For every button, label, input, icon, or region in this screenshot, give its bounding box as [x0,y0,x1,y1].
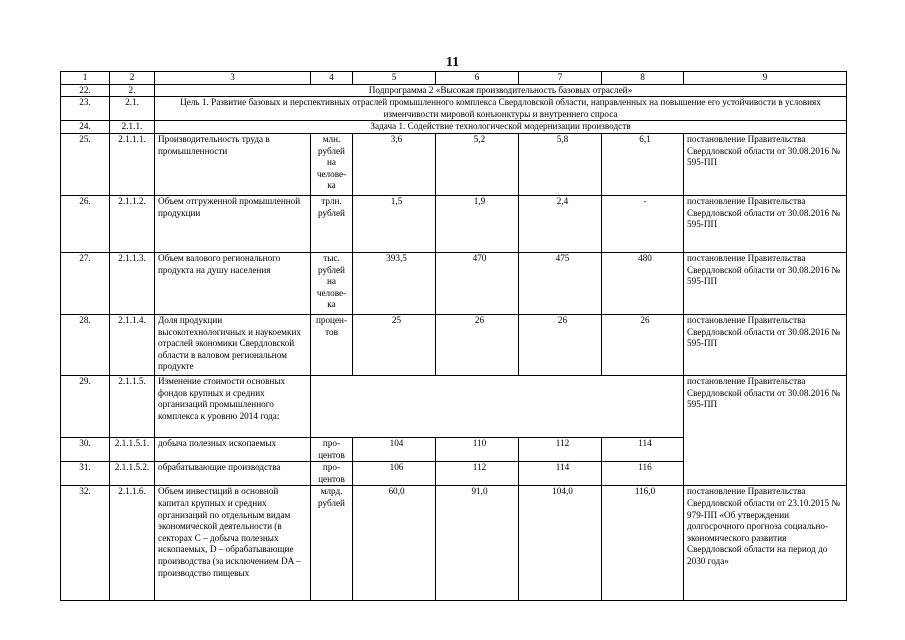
row-number: 24. [61,121,110,134]
source-document: постановление Правительства Свердловской области от 30.08.2016 № 595-ПП [684,195,847,252]
row-number: 23. [61,97,110,121]
table-row [61,314,847,375]
value-col6: 26 [436,314,519,375]
value-col7: 112 [519,437,602,461]
row-code: 2.1. [110,97,155,121]
value-col5: 104 [353,437,436,461]
value-col7: 475 [519,252,602,314]
table-row [61,375,847,437]
row-code: 2.1.1.5.2. [110,462,155,486]
row-number: 22. [61,84,110,97]
row-code: 2.1.1.2. [110,195,155,252]
value-col8: 116 [602,462,684,486]
row-number: 28. [61,314,110,375]
subprogram-title: Подпрограмма 2 «Высокая производительность базовых отраслей» [155,84,847,97]
source-document: постановление Правительства Свердловской области от 30.08.2016 № 595-ПП [684,133,847,195]
row-code: 2.1.1.5.1. [110,437,155,461]
value-col8: 26 [602,314,684,375]
indicator-name: Производительность труда в промышленности [155,133,311,195]
subprogram-row [61,84,847,97]
row-code: 2.1.1.3. [110,252,155,314]
value-col7: 104,0 [519,486,602,601]
row-number: 25. [61,133,110,195]
value-col7: 5,8 [519,133,602,195]
row-code: 2.1.1.5. [110,375,155,437]
indicator-name: Объем валового регионального продукта на душу населения [155,252,311,314]
empty-values-cell [311,375,684,437]
header-cell: 7 [519,72,602,85]
task-title: Задача 1. Содействие технологической модернизации производств [155,121,847,134]
row-code: 2. [110,84,155,97]
unit: трлн. рублей [311,195,353,252]
row-number: 30. [61,437,110,461]
row-code: 2.1.1.1. [110,133,155,195]
source-document: постановление Правительства Свердловской области от 30.08.2016 № 595-ПП [684,252,847,314]
value-col5: 3,6 [353,133,436,195]
unit: тыс. рублей на челове-ка [311,252,353,314]
unit: млрд. рублей [311,486,353,601]
indicators-table [60,71,847,601]
header-cell: 6 [436,72,519,85]
row-number: 29. [61,375,110,437]
value-col8: 480 [602,252,684,314]
indicator-name: Объем отгруженной промышленной продукции [155,195,311,252]
header-cell: 9 [684,72,847,85]
table-row [61,252,847,314]
goal-row [61,97,847,121]
unit: млн. рублей на челове-ка [311,133,353,195]
value-col7: 26 [519,314,602,375]
value-col7: 114 [519,462,602,486]
value-col5: 1,5 [353,195,436,252]
header-cell: 4 [311,72,353,85]
unit: процен-тов [311,314,353,375]
value-col6: 112 [436,462,519,486]
row-number: 27. [61,252,110,314]
row-code: 2.1.1.4. [110,314,155,375]
value-col6: 91,0 [436,486,519,601]
value-col7: 2,4 [519,195,602,252]
row-code: 2.1.1.6. [110,486,155,601]
unit: про-центов [311,462,353,486]
table-row [61,133,847,195]
row-number: 26. [61,195,110,252]
row-number: 31. [61,462,110,486]
indicator-name: добыча полезных ископаемых [155,437,311,461]
value-col5: 25 [353,314,436,375]
page-number: 11 [445,55,460,70]
indicator-name: Доля продукции высокотехнологичных и наукоемких отраслей экономики Свердловской области в валовом региональном продукте [155,314,311,375]
row-code: 2.1.1. [110,121,155,134]
indicator-name: Изменение стоимости основных фондов крупных и средних организаций промышленного комплекса к уровню 2014 года: [155,375,311,437]
value-col8: 114 [602,437,684,461]
header-cell: 8 [602,72,684,85]
value-col8: 116,0 [602,486,684,601]
indicator-name: обрабатывающие производства [155,462,311,486]
table-row [61,195,847,252]
value-col5: 60,0 [353,486,436,601]
value-col8: - [602,195,684,252]
header-cell: 1 [61,72,110,85]
table-row [61,486,847,601]
header-cell: 3 [155,72,311,85]
value-col6: 1,9 [436,195,519,252]
value-col6: 470 [436,252,519,314]
task-row [61,121,847,134]
header-row [61,72,847,85]
value-col5: 106 [353,462,436,486]
indicator-name: Объем инвестиций в основной капитал крупных и средних организаций по отдельным видам экономической деятельности (в секторах C – добыча полезных ископаемых, D – обрабатывающие производства (за исключением DA – производство пищевых [155,486,311,601]
header-cell: 2 [110,72,155,85]
value-col8: 6,1 [602,133,684,195]
source-document: постановление Правительства Свердловской области от 30.08.2016 № 595-ПП [684,375,847,485]
unit: про-центов [311,437,353,461]
value-col6: 5,2 [436,133,519,195]
source-document: постановление Правительства Свердловской области от 30.08.2016 № 595-ПП [684,314,847,375]
value-col6: 110 [436,437,519,461]
header-cell: 5 [353,72,436,85]
row-number: 32. [61,486,110,601]
value-col5: 393,5 [353,252,436,314]
source-document: постановление Правительства Свердловской области от 23.10.2015 № 979-ПП «Об утверждении долгосрочного прогноза социально-экономического развития Свердловской области на период до 2030 года» [684,486,847,601]
goal-title: Цель 1. Развитие базовых и перспективных отраслей промышленного комплекса Свердловской области, направленных на повышение его устойчивости в условиях изменчивости мировой конъюнктуры и внутреннего спроса [155,97,847,121]
